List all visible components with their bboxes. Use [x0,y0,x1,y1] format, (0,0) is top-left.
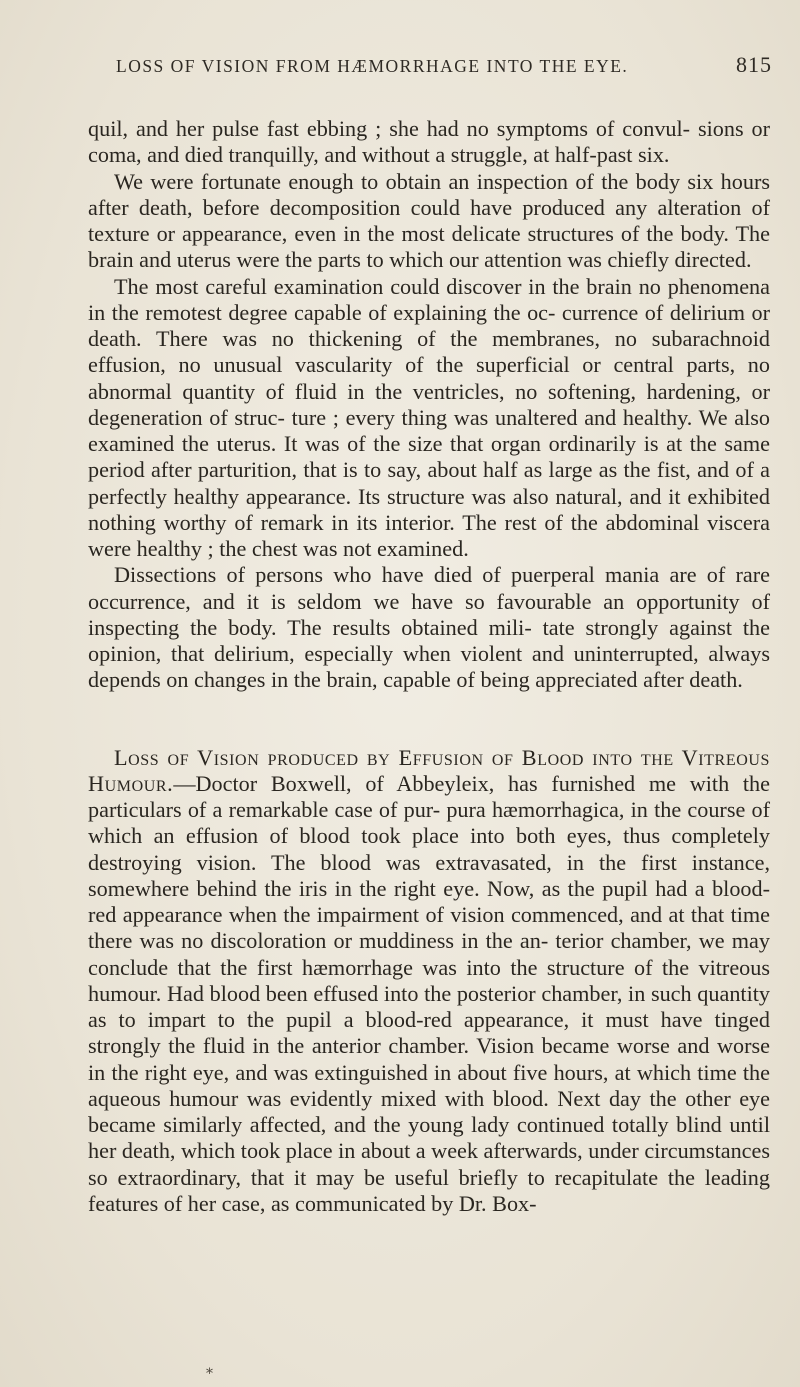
page-number: 815 [736,52,772,77]
section-heading: Loss of Vision produced by Effusion of Blood into the Vitreous Humour. [88,744,770,796]
paragraph-examination: The most careful examination could discover in the brain no phenomena in the remotest degree capable of explaining the oc- currence of delirium or death. There was no thickening of the membranes, no subarachnoid effusion, no unusual vascularity of the superficial or central parts, no abnormal quantity of fluid in the ventricles, no softening, hardening, or degeneration of struc- ture ; every thing was unaltered and healthy. We also examined the uterus. It was of the size that organ ordinarily is at the same period after parturition, that is to say, about half as large as the fist, and of a perfectly healthy appearance. Its structure was also natural, and it exhibited nothing worthy of remark in its interior. The rest of the abdominal viscera were healthy ; the chest was not examined. [88,273,770,561]
paragraph-continuation: quil, and her pulse fast ebbing ; she had no symptoms of convul- sions or coma, and died tranquilly, and without a struggle, at half-past six. [88,116,770,168]
printer-ornament: * [206,1366,213,1382]
section-divider-space [88,694,770,745]
paragraph-inspection: We were fortunate enough to obtain an inspection of the body six hours after death, before decomposition could have produced any alteration of texture or appearance, even in the most delicate structures of the body. The brain and uterus were the parts to which our attention was chiefly directed. [88,168,770,273]
section-text: —Doctor Boxwell, of Abbeyleix, has furnished me with the particulars of a remarkable case of pur- pura hæmorrhagica, in the course of which an effusion of blood took place into both eyes, thus completely destroying vision. The blood was extravasated, in the first instance, somewhere behind the iris in the right eye. Now, as the pupil had a blood- red appearance when the impairment of vision commenced, and at that time there was no discoloration or muddiness in the an- terior chamber, we may conclude that the first hæmorrhage was into the structure of the vitreous humour. Had blood been effused into the posterior chamber, in such quantity as to impart to the pupil a blood-red appearance, it must have tinged strongly the fluid in the anterior chamber. Vision became worse and worse in the right eye, and was extinguished in about five hours, at which time the aqueous humour was evidently mixed with blood. Next day the other eye became similarly affected, and the young lady continued totally blind until her death, which took place in about a week afterwards, under circumstances so extraordinary, that it may be useful briefly to recapitulate the leading features of her case, as communicated by Dr. Box- [88,770,770,1216]
paragraph-dissections: Dissections of persons who have died of puerperal mania are of rare occurrence, and it is seldom we have so favourable an opportunity of inspecting the body. The results obtained mili- tate strongly against the opinion, that delirium, especially when violent and uninterrupted, always depends on changes in the brain, capable of being appreciated after death. [88,562,770,693]
section-paragraph [88,745,770,1218]
page-header [92,52,772,78]
body-text [88,116,770,1217]
running-title: LOSS OF VISION FROM HÆMORRHAGE INTO THE EYE. [116,56,629,76]
